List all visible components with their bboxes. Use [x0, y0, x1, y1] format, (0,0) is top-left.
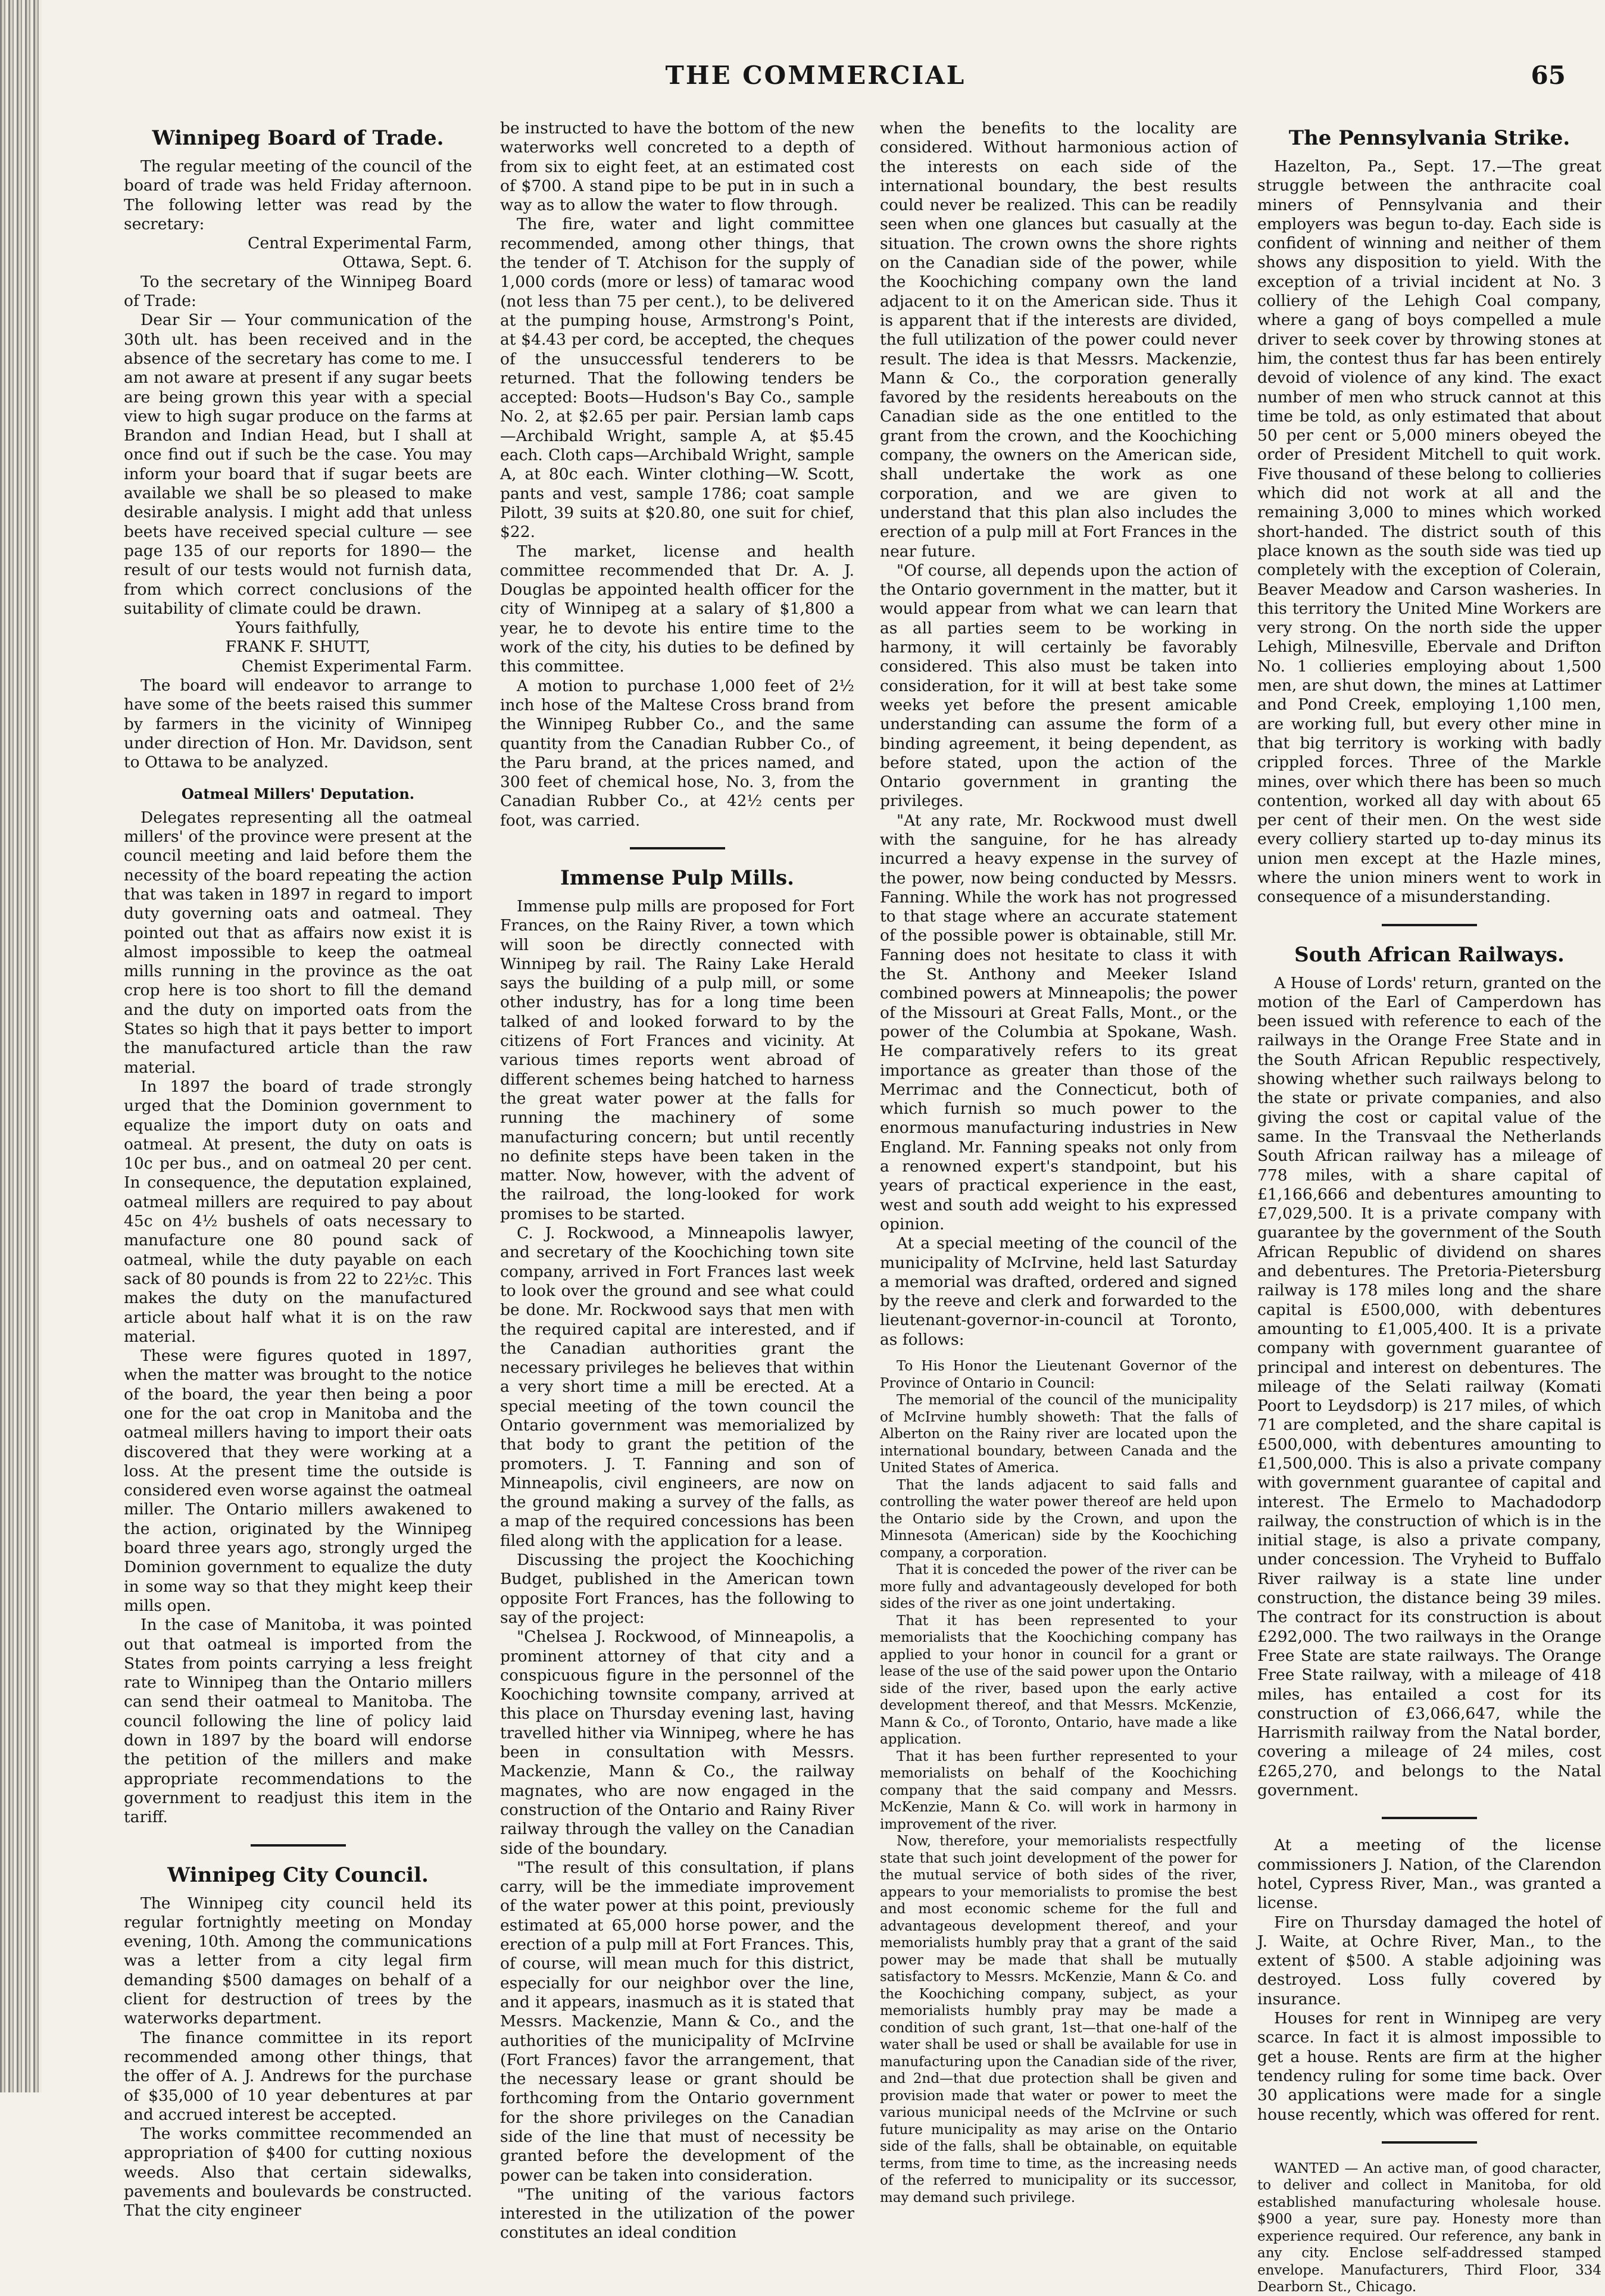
binding-edge	[0, 0, 42, 2092]
letter-signature: FRANK F. SHUTT,	[225, 638, 371, 657]
headline-south-african-railways: South African Railways.	[1294, 942, 1565, 967]
headline-pulp-mills: Immense Pulp Mills.	[560, 866, 794, 890]
paragraph: The finance committee in its report recommended among other things, that the offer of A. J. Andrews for the purchase of $35,000 of 10 year debentures at par and accrued interest be accepted.	[124, 2028, 472, 2124]
paragraph: when the benefits to the locality are considered. Without harmonious action of the interests on each side of the international boundary, the best results could never be realized. This can be readily seen when one glances but casually at the situation. The crown owns the shore rights on the Canadian side of the power, while the Koochiching company own the land adjacent to it on the American side. Thus it is apparent that if the interests are divided, the full utilization of the power could never result. The idea is that Messrs. Mackenzie, Mann & Co., the corporation generally favored by the residents hereabouts on the Canadian side as the one entitled to the grant from the crown, and the Koochiching company, the owners on the American side, shall undertake the work as one corporation, and we are given to understand that this plan also includes the erection of a pulp mill at Fort Frances in the near future.	[880, 119, 1237, 561]
paragraph: In the case of Manitoba, it was pointed out that oatmeal is imported from the States from points carrying a less freight rate to Winnipeg than the Ontario millers can send their oatmeal to Manitoba. The council following the line of policy laid down in 1897 by the board will endorse the petition of the millers and make appropriate recommendations to the government to readjust this item in the tariff.	[124, 1616, 472, 1827]
memorial-paragraph: That the lands adjacent to said falls and controlling the water power thereof are held upon the Ontario side by the Crown, and upon the Minnesota (American) side by the Koochiching company, a corporation.	[880, 1477, 1237, 1561]
paragraph: be instructed to have the bottom of the new waterworks well concreted to a depth of from six to eight feet, at an estimated cost of $700. A stand pipe to be put in in such a way as to allow the water to flow through.	[500, 119, 854, 215]
letter-signer-title: Chemist Experimental Farm.	[241, 657, 472, 676]
paragraph: In 1897 the board of trade strongly urged that the Dominion government to equalize the import duty on oats and oatmeal. At present, the duty on oats is 10c per bus., and on oatmeal 20 per cent. In consequence, the deputation explained, oatmeal millers are required to pay about 45c on 4½ bushels of oats necessary to manufacture one 80 pound sack of oatmeal, while the duty payable on each sack of 80 pounds is from 22 to 22½c. This makes the duty on the manufactured article about half what it is on the raw material.	[124, 1077, 472, 1346]
subhead-oatmeal-millers: Oatmeal Millers' Deputation.	[181, 785, 415, 802]
paragraph: C. J. Rockwood, a Minneapolis lawyer, and secretary of the Koochiching town site company, arrived in Fort Frances last week to look over the ground and see what could be done. Mr. Rockwood says that men with the required capital are interested, and if the Canadian authorities grant the necessary privileges he believes that within a very short time a mill be erected. At a special meeting of the town council the Ontario government was memorialized by that body to grant the petition of the promoters. J. T. Fanning and son of Minneapolis, civil engineers, are now on the ground making a survey of the falls, as a map of the required concessions has been filed along with the application for a lease.	[500, 1224, 854, 1550]
column-3	[880, 119, 1237, 2206]
paragraph: The works committee recommended an appropriation of $400 for cutting noxious weeds. Also that certain sidewalks, pavements and boulevards be constructed. That the city engineer	[124, 2125, 472, 2220]
paragraph: The market, license and health committee recommended that Dr. A. J. Douglas be appointed health officer for the city of Winnipeg at a salary of $1,800 a year, he to devote his entire time to the work of the city, his duties to be defined by this committee.	[500, 542, 854, 676]
paragraph: Delegates representing all the oatmeal millers' of the province were present at the council meeting and laid before them the necessity of the board repeating the action that was taken in 1897 in regard to import duty governing oats and oatmeal. They pointed out that as affairs now exist it is almost impossible to keep the oatmeal mills running in the province as the oat crop here is too short to fill the demand and the duty on imported oats from the States so high that it pays better to import the manufactured article than the raw material.	[124, 808, 472, 1077]
column-1	[124, 119, 472, 2220]
memorial-paragraph: That it is conceded the power of the river can be more fully and advantageously developed for both sides of the river as one joint undertaking.	[880, 1562, 1237, 1611]
memorial-paragraph: That it has been represented to your memorialists that the Koochiching company has applied to your honor in council for a grant or lease of the use of the said power upon the Ontario side of the river, based upon the early active development thereof, and that Messrs. McKenzie, Mann & Co., of Toronto, Ontario, have made a like application.	[880, 1613, 1237, 1747]
paragraph: The regular meeting of the council of the board of trade was held Friday afternoon. The following letter was read by the secretary:	[124, 157, 472, 233]
letter-address: Central Experimental Farm,	[248, 234, 472, 253]
letter-date: Ottawa, Sept. 6.	[342, 253, 472, 272]
paragraph: The Winnipeg city council held its regular fortnightly meeting on Monday evening, 10th. Among the communications was a letter from a city legal firm demanding $500 damages on behalf of a client for destruction of trees by the waterworks department.	[124, 1894, 472, 2028]
paragraph: A House of Lords' return, granted on the motion of the Earl of Camperdown has been issued with reference to each of the railways in the Orange Free State and in the South African Republic respectively, showing whether such railways belong to the state or private companies, and also giving the cost or capital value of the same. In the Transvaal the Netherlands South African railway has a mileage of 778 miles, with a share capital of £1,166,666 and debentures amounting to £7,029,500. It is a private company with guarantee by the government of the South African Republic of dividend on shares and debentures. The Pretoria-Pietersburg railway is 178 miles long and the share capital is £500,000, with debentures amounting to £1,005,400. It is a private company with government guarantee of principal and interest on debentures. The mileage of the Selati railway (Komati Poort to Leydsdorp) is 217 miles, of which 71 are completed, and the share capital is £500,000, with debentures amounting to £1,500,000. This is also a private company with government guarantee of capital and interest. The Ermelo to Machadodorp railway, the construction of which is in the initial stage, is also a private company, under concession. The Vryheid to Buffalo River railway is a state line under construction, the distance being 39 miles. The contract for its construction is about £292,000. The two railways in the Orange Free State are state railways. The Orange Free State railway, with a mileage of 418 miles, has entailed a cost for its construction of £3,066,647, while the Harrismith railway from the Natal border, covering a mileage of 24 miles, cost £265,270, and belongs to the Natal government.	[1257, 973, 1601, 1800]
paragraph: Fire on Thursday damaged the hotel of J. Waite, at Ochre River, Man., to the extent of $500. A stable adjoining was destroyed. Loss fully covered by insurance.	[1257, 1913, 1601, 2008]
paragraph: "The uniting of the various factors interested in the utilization of the power constitutes an ideal condition	[500, 2185, 854, 2242]
paragraph: At a special meeting of the council of the municipality of McIrvine, held last Saturday a memorial was drafted, ordered and signed by the reeve and clerk and forwarded to the lieutenant-governor-in-council at Toronto, as follows:	[880, 1234, 1237, 1349]
paragraph: Houses for rent in Winnipeg are very scarce. In fact it is almost impossible to get a house. Rents are firm at the higher tendency ruling for some time back. Over 30 applications were made for a single house recently, which was offered for rent.	[1257, 2009, 1601, 2124]
page-number: 65	[1531, 61, 1566, 90]
running-head	[65, 61, 1566, 96]
paragraph: "Of course, all depends upon the action of the Ontario government in the matter, but it would appear from what we can learn that as all parties seem to be working in harmony, it will certainly be favorably considered. This also must be taken into consideration, for it will at best take some weeks yet before the present amicable understanding can assume the form of a binding agreement, it being dependent, as before stated, upon the action of the Ontario government in granting the privileges.	[880, 561, 1237, 811]
paragraph: At a meeting of the license commissioners J. Nation, of the Clarendon hotel, Cypress River, Man., was granted a license.	[1257, 1836, 1601, 1913]
paragraph: "The result of this consultation, if plans carry, will be the immediate improvement of the water power at this point, previously estimated at 65,000 horse power, and the erection of a pulp mill at Fort Frances. This, of course, will mean much for this district, especially for our neighbor over the line, and it appears, inasmuch as it is stated that Messrs. Mackenzie, Mann & Co., and the authorities of the municipality of McIrvine (Fort Frances) favor the arrangement, that the necessary lease or grant should be forthcoming from the Ontario government for the shore privileges on the Canadian side of the line that must of necessity be granted before the development of the power can be taken into consideration.	[500, 1858, 854, 2185]
paragraph: A motion to purchase 1,000 feet of 2½ inch hose of the Maltese Cross brand from the Winnipeg Rubber Co., and the same quantity from the Canadian Rubber Co., of the Paru brand, at the prices named, and 300 feet of chemical hose, No. 3, from the Canadian Rubber Co., at 42½ cents per foot, was carried.	[500, 676, 854, 830]
headline-pennsylvania-strike: The Pennsylvania Strike.	[1288, 126, 1570, 150]
section-divider	[251, 1844, 346, 1847]
column-2	[500, 119, 854, 2242]
section-divider	[1382, 924, 1477, 926]
paragraph: Hazelton, Pa., Sept. 17.—The great struggle between the anthracite coal miners of Pennsylvania and their employers was begun to-day. Each side is confident of winning and neither of them shows any disposition to yield. With the exception of a trivial incident at No. 3 colliery of the Lehigh Coal company, where a gang of boys compelled a mule driver to seek cover by throwing stones at him, the contest thus far has been entirely devoid of violence of any kind. The exact number of men who struck cannot at this time be told, as only estimated that about 50 per cent or 5,000 miners obeyed the order of President Mitchell to quit work. Five thousand of these belong to collieries which did not work at all and the remaining 3,000 to mines which worked short-handed. The district south of this place known as the south side was tied up completely with the exception of Colerain, Beaver Meadow and Carson washeries. In this territory the United Mine Workers are very strong. On the north side the upper Lehigh, Milnesville, Ebervale and Drifton No. 1 collieries employing about 1,500 men, are shut down, the mines at Lattimer and Pond Creek, employing 1,100 men, are working full, but every other mine in that big territory is working with badly crippled forces. Three of the Markle mines, over which there has been so much contention, worked all day with about 65 per cent of their men. On the west side every colliery started up to-day minus its union men except at the Hazle mines, where the union miners went to work in consequence of a misunderstanding.	[1257, 157, 1601, 907]
paragraph: Discussing the project the Koochiching Budget, published in the American town opposite Fort Frances, has the following to say of the project:	[500, 1551, 854, 1627]
paragraph: To the secretary of the Winnipeg Board of Trade:	[124, 272, 472, 311]
headline-city-council: Winnipeg City Council.	[167, 1863, 429, 1887]
classified-ad: WANTED — An active man, of good character, to deliver and collect in Manitoba, for old established manufacturing wholesale house. $900 a year, sure pay. Honesty more than experience required. Our reference, any bank in any city. Enclose self-addressed stamped envelope. Manufacturers, Third Floor, 334 Dearborn St., Chicago.	[1257, 2160, 1601, 2295]
paragraph: "Chelsea J. Rockwood, of Minneapolis, a prominent attorney of that city and a conspicuous figure in the personnel of the Koochiching townsite company, arrived at this place on Thursday evening last, having travelled hither via Winnipeg, where he has been in consultation with Messrs. Mackenzie, Mann & Co., the railway magnates, who are now engaged in the construction of the Ontario and Rainy River railway through the valley on the Canadian side of the boundary.	[500, 1627, 854, 1858]
paragraph: The board will endeavor to arrange to have some of the beets raised this summer by farmers in the vicinity of Winnipeg under direction of Hon. Mr. Davidson, sent to Ottawa to be analyzed.	[124, 676, 472, 772]
memorial-paragraph: Now, therefore, your memorialists respectfully state that such joint development of the power for the mutual service of both sides of the river, appears to your memorialists to promise the best and most economic scheme for the full and advantageous development thereof, and your memorialists humbly pray that a grant of the said power may be made that shall be mutually satisfactory to Messrs. McKenzie, Mann & Co. and the Koochiching company, subject, as your memorialists humbly pray may be made a condition of such grant, 1st—that one-half of the water shall be used or shall be available for use in manufacturing upon the Canadian side of the river, and 2nd—that due protection shall be given and provision made that water or power to meet the various municipal needs of the McIrvine or such future municipality as may arise on the Ontario side of the falls, shall be obtainable, on equitable terms, from time to time, as the increasing needs of the referred to municipality or its successor, may demand such privilege.	[880, 1833, 1237, 2206]
column-4	[1257, 119, 1601, 2295]
section-divider	[1382, 2141, 1477, 2144]
memorial-paragraph: That it has been further represented to your memorialists on behalf of the Koochiching company that the said company and Messrs. McKenzie, Mann & Co. will work in harmony in improvement of the river.	[880, 1748, 1237, 1832]
paragraph: "At any rate, Mr. Rockwood must dwell with the sanguine, for he has already incurred a heavy expense in the survey of the power, now being conducted by Messrs. Fanning. While the work has not progressed to that stage where an accurate statement of the possible power is obtainable, still Mr. Fanning does not hesitate to class it with the St. Anthony and Meeker Island combined powers at Minneapolis; the power of the Missouri at Great Falls, Mont., or the power of the Columbia at Spokane, Wash. He comparatively refers to its great importance as greater than those of the Merrimac and the Connecticut, both of which furnish so much power to the enormous manufacturing industries in New England. Mr. Fanning speaks not only from a renowned expert's standpoint, but his years of practical experience in the east, west and south add weight to his expressed opinion.	[880, 811, 1237, 1233]
paragraph: Immense pulp mills are proposed for Fort Frances, on the Rainy River, a town which will soon be directly connected with Winnipeg by rail. The Rainy Lake Herald says the building of a pulp mill, or some other industry, has for a long time been talked of and looked forward to by the citizens of Fort Frances and vicinity. At various times reports went abroad of different schemes being hatched to harness the great water power at the falls for running the machinery of some manufacturing concern; but until recently no definite steps have been taken in the matter. Now, however, with the advent of the railroad, the long-looked for work promises to be started.	[500, 896, 854, 1223]
paragraph: These were figures quoted in 1897, when the matter was brought to the notice of the board, the year then being a poor one for the oat crop in Manitoba and the oatmeal millers having to import their oats discovered that they were working at a loss. At the present time the outside is considered even worse against the oatmeal miller. The Ontario millers awakened to the action, originated by the Winnipeg board three years ago, strongly urged the Dominion government to equalize the duty in some way so that they might keep their mills open.	[124, 1347, 472, 1615]
letter-closing: Yours faithfully,	[236, 618, 360, 638]
section-divider	[1382, 1817, 1477, 1819]
section-divider	[630, 847, 725, 849]
paragraph: The fire, water and light committee recommended, among other things, that the tender of T. Atchison for the supply of 1,000 cords (more or less) of tamarac wood (not less than 75 per cent.), to be delivered at the pumping house, Armstrong's Point, at $4.43 per cord, be accepted, the cheques of the unsuccessful tenderers to be returned. That the following tenders be accepted: Boots—Hudson's Bay Co., sample No. 2, at $2.65 per pair. Persian lamb caps—Archibald Wright, sample A, at $5.45 each. Cloth caps—Archibald Wright, sample A, at 80c each. Winter clothing—W. Scott, pants and vest, sample 1786; coat sample Pilott, 39 suits at $20.80, one suit for chief, $22.	[500, 215, 854, 542]
memorial-paragraph: The memorial of the council of the municipality of McIrvine humbly showeth: That the falls of Alberton on the Rainy river are located upon the international boundary, between Canada and the United States of America.	[880, 1392, 1237, 1476]
memorial-address: To His Honor the Lieutenant Governor of the Province of Ontario in Council:	[880, 1358, 1237, 1391]
masthead-title: THE COMMERCIAL	[665, 61, 966, 90]
headline-board-of-trade: Winnipeg Board of Trade.	[152, 126, 444, 150]
paragraph: Dear Sir — Your communication of the 30th ult. has been received and in the absence of the secretary has come to me. I am not aware at present if any sugar beets are being grown this year with a special view to high sugar produce on the farms at Brandon and Indian Head, but I shall at once find out if such be the case. You may inform your board that if sugar beets are available we shall be so pleased to make desirable analysis. I might add that unless beets have received special culture — see page 135 of our reports for 1890— the result of our tests would not furnish data, from which correct conclusions of the suitability of climate could be drawn.	[124, 311, 472, 618]
spacer	[880, 1350, 1237, 1358]
